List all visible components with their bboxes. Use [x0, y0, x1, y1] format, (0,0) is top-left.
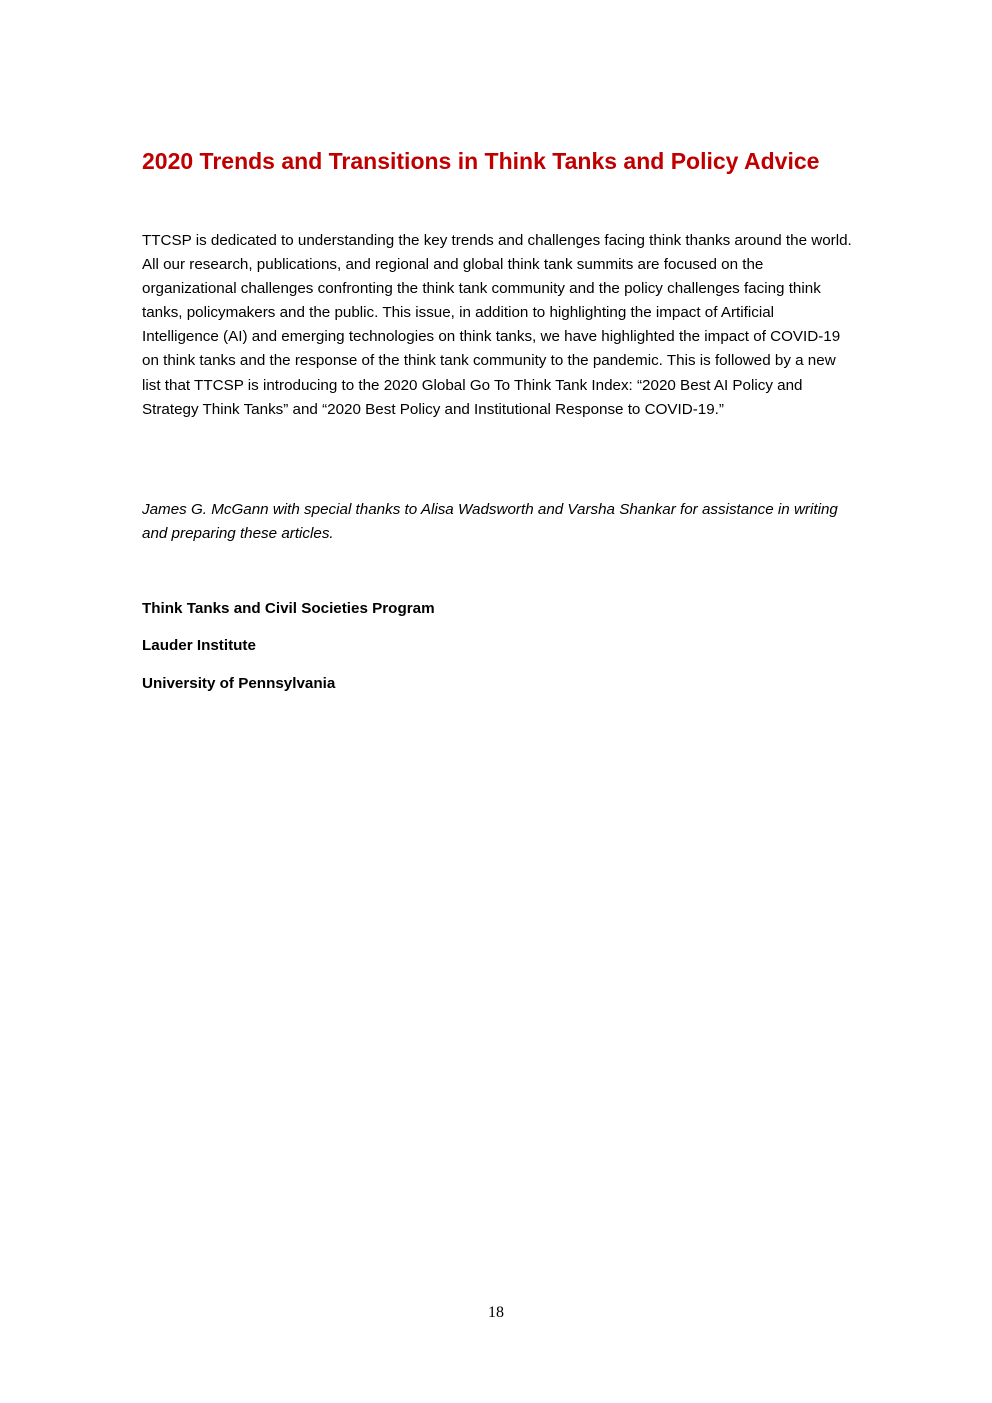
program-name: Think Tanks and Civil Societies Program: [142, 600, 435, 617]
institute-name: Lauder Institute: [142, 637, 256, 654]
page-title: 2020 Trends and Transitions in Think Tanks and Policy Advice: [142, 148, 820, 174]
body-paragraph: TTCSP is dedicated to understanding the key trends and challenges facing think thanks around the world. All our research, publications, and regional and global think tank summits are focused on the organizational challenges confronting the think tank community and the policy challenges facing think tanks, policymakers and the public. This issue, in addition to highlighting the impact of Artificial Intelligence (AI) and emerging technologies on think tanks, we have highlighted the impact of COVID-19 on think tanks and the response of the think tank community to the pandemic. This is followed by a new list that TTCSP is introducing to the 2020 Global Go To Think Tank Index: “2020 Best AI Policy and Strategy Think Tanks” and “2020 Best Policy and Institutional Response to COVID-19.”: [142, 232, 852, 418]
attribution-text: James G. McGann with special thanks to Alisa Wadsworth and Varsha Shankar for assistance in writing and preparing these articles.: [142, 501, 838, 543]
page-number: 18: [488, 1304, 504, 1321]
university-name: University of Pennsylvania: [142, 675, 336, 692]
